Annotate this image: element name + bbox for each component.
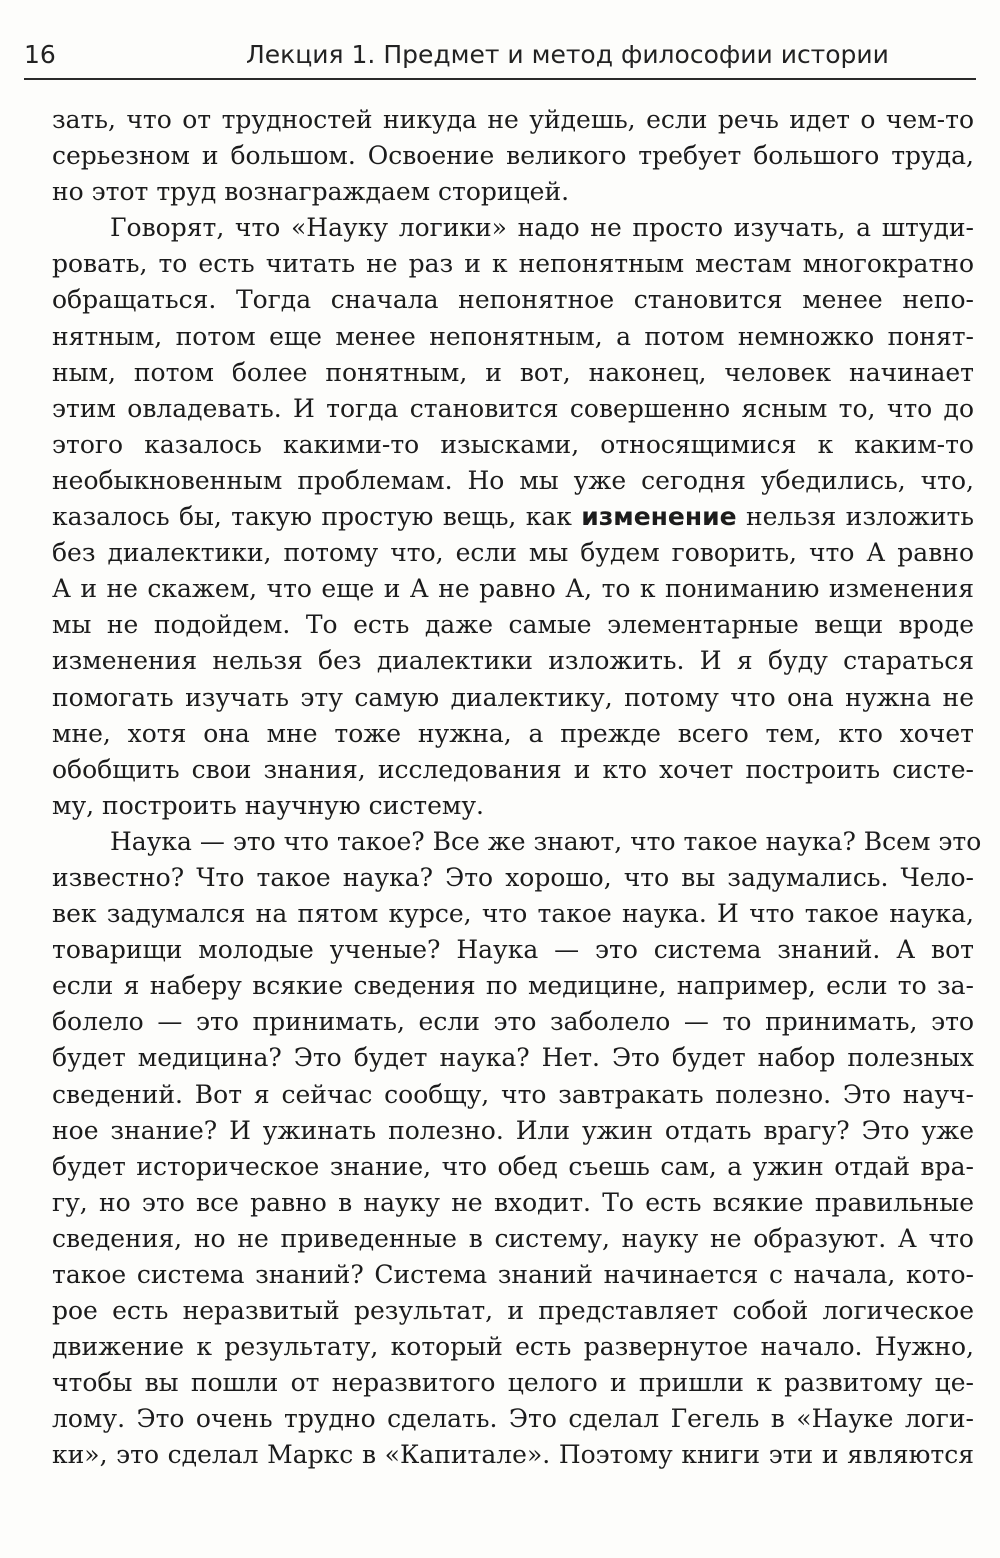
page-body (52, 102, 982, 1474)
paragraph-3 (52, 824, 982, 1474)
paragraph-1 (52, 102, 974, 210)
text-fragment: нельзя изложить (736, 502, 975, 532)
text-line: ки», это сделал Маркс в «Капитале». Поэтому книги эти и являются (52, 1440, 974, 1470)
text-line: будет медицина? Это будет наука? Нет. Это будет набор полезных (52, 1043, 974, 1073)
text-line: необыкновенным проблемам. Но мы уже сегодня убедились, что, (52, 465, 974, 495)
text-line: известно? Что такое наука? Это хорошо, что вы задумались. Чело- (52, 862, 974, 892)
text-line: рое есть неразвитый результат, и представляет собой логическое (52, 1296, 974, 1326)
text-line: помогать изучать эту самую диалектику, потому что она нужна не (52, 682, 974, 712)
page-header (24, 36, 976, 76)
text-line: серьезном и большом. Освоение великого требует большого труда, (52, 141, 974, 171)
text-line: Говорят, что «Науку логики» надо не просто изучать, а штуди- (110, 213, 974, 243)
text-line: нятным, потом еще менее непонятным, а потом немножко понят- (52, 321, 974, 351)
text-fragment: казалось бы, такую простую вещь, как (52, 502, 582, 532)
text-line: сведений. Вот я сейчас сообщу, что завтракать полезно. Это науч- (52, 1079, 974, 1109)
text-line: зать, что от трудностей никуда не уйдешь, если речь идет о чем-то (52, 105, 974, 134)
page-number: 16 (24, 40, 56, 69)
text-line: сведения, но не приведенные в систему, науку не образуют. А что (52, 1223, 974, 1253)
text-line: мы не подойдем. То есть даже самые элементарные вещи вроде (52, 610, 974, 640)
text-line: товарищи молодые ученые? Наука — это система знаний. А вот (52, 935, 974, 965)
text-line: обобщить свои знания, исследования и кто хочет построить систе- (52, 754, 974, 784)
text-line: чтобы вы пошли от неразвитого целого и пришли к развитому це- (52, 1368, 974, 1398)
text-line: движение к результату, который есть развернутое начало. Нужно, (52, 1332, 974, 1362)
text-line-with-term (52, 499, 974, 535)
text-line: А и не скажем, что еще и А не равно А, то к пониманию изменения (52, 574, 974, 604)
text-line: век задумался на пятом курсе, что такое наука. И что такое наука, (52, 899, 974, 929)
text-line: гу, но это все равно в науку не входит. То есть всякие правильные (52, 1187, 974, 1217)
text-line: ное знание? И ужинать полезно. Или ужин отдать врагу? Это уже (52, 1115, 974, 1145)
text-line: обращаться. Тогда сначала непонятное становится менее непо- (52, 285, 974, 315)
paragraph-2 (52, 210, 974, 824)
text-line: без диалектики, потому что, если мы будем говорить, что А равно (52, 538, 974, 568)
text-line: будет историческое знание, что обед съешь сам, а ужин отдай вра- (52, 1151, 974, 1181)
text-line: этого казалось какими-то изысками, относящимися к каким-то (52, 429, 974, 459)
text-line: такое система знаний? Система знаний начинается с начала, кото- (52, 1260, 974, 1289)
text-line: но этот труд вознаграждаем сторицей. (52, 177, 570, 207)
running-title: Лекция 1. Предмет и метод философии истории (246, 40, 889, 69)
text-line: болело — это принимать, если это заболело — то принимать, это (52, 1007, 974, 1037)
text-line: му, построить научную систему. (52, 790, 484, 820)
text-line: мне, хотя она мне тоже нужна, а прежде всего тем, кто хочет (52, 718, 974, 748)
text-line: ровать, то есть читать не раз и к непонятным местам многократно (52, 249, 974, 279)
emphasized-term: изменение (581, 502, 737, 532)
text-line: ным, потом более понятным, и вот, наконец, человек начинает (52, 357, 974, 387)
text-line: этим овладевать. И тогда становится совершенно ясным то, что до (52, 393, 974, 423)
text-line: лому. Это очень трудно сделать. Это сделал Гегель в «Науке логи- (52, 1404, 974, 1434)
text-line: если я наберу всякие сведения по медицине, например, если то за- (52, 971, 974, 1001)
header-divider (24, 78, 976, 80)
text-line: изменения нельзя без диалектики изложить. И я буду стараться (52, 646, 974, 676)
text-line: Наука — это что такое? Все же знают, что такое наука? Всем это (110, 826, 982, 856)
